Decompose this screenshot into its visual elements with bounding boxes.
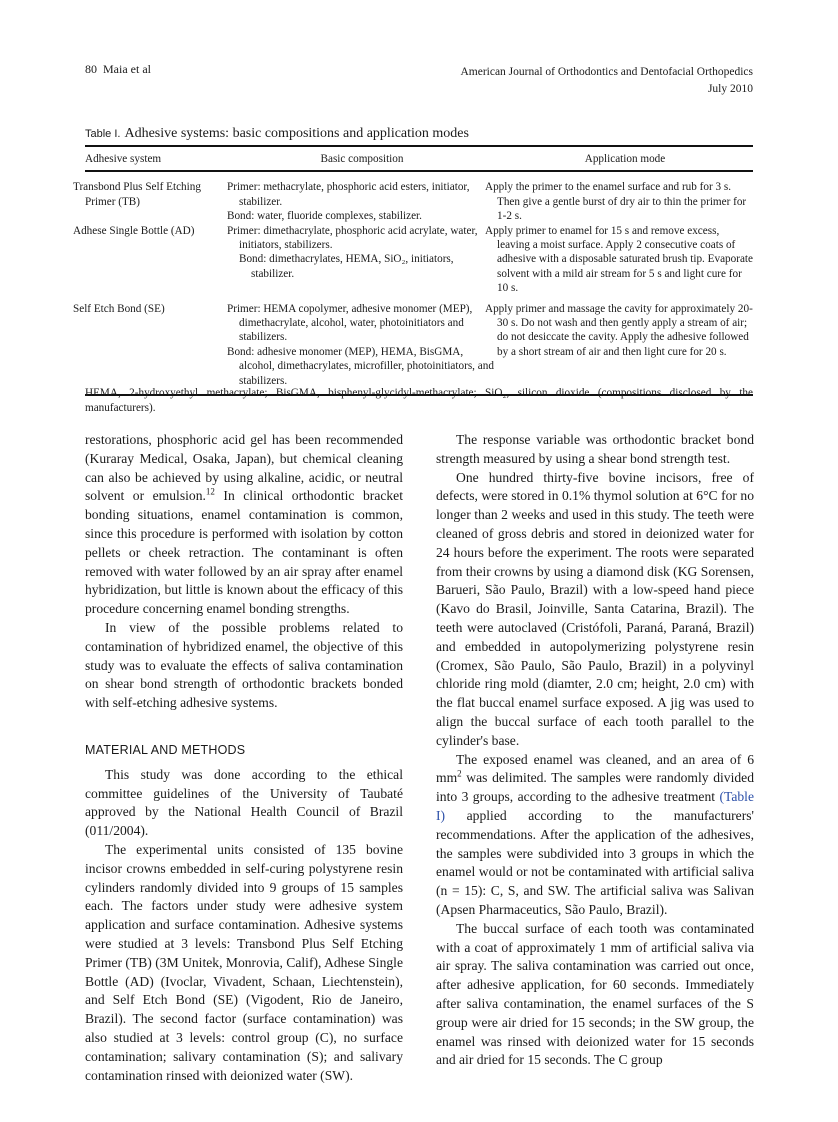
column-header: Basic composition — [227, 146, 497, 171]
text: was delimited. The samples were randomly divided into 3 groups, according to the adhesive treatment — [436, 770, 754, 805]
column-header: Adhesive system — [85, 146, 227, 171]
table-row — [85, 302, 753, 395]
table-caption — [85, 126, 469, 142]
issue-date: July 2010 — [707, 83, 753, 95]
column-header: Application mode — [497, 146, 753, 171]
cell-primer: Primer: dimethacrylate, phosphoric acid acrylate, water, initiators, stabilizers. — [227, 224, 478, 252]
text: applied according to the manufacturers' recommendations. After the application of the adhesives, the samples were subdivided into 3 groups in which the enamel would or not be contaminated with artificial saliva (n = 15): C, S, and SW. The artificial saliva was Salivan (Apsen Pharmaceutics, São Paulo, Brazil). — [436, 807, 754, 917]
cell-mode: Apply primer to enamel for 15 s and remove excess, leaving a moist surface. Apply 2 consecutive coats of adhesive with a disposable saturated brush tip. Evaporate solvent with a mild air stream for 5 s and light cure for 10 s. — [485, 224, 753, 295]
page-number: 80 — [85, 62, 97, 76]
running-header-left — [85, 62, 151, 77]
table-link[interactable]: (Table I) — [436, 789, 754, 823]
cell-mode: Apply the primer to the enamel surface and rub for 3 s. Then give a gentle burst of dry air to thin the primer for 1-2 s. — [485, 181, 747, 223]
paragraph: This study was done according to the ethical committee guidelines of the University of Taubaté approved by the National Health Council of Brazil (011/2004). — [85, 766, 403, 839]
paragraph — [436, 751, 754, 920]
paragraph: The experimental units consisted of 135 bovine incisor crowns embedded in self-curing polystyrene resin cylinders randomly divided into 9 groups of 15 samples each. The factors under study were adhesive system application and surface contamination. Adhesive systems were studied at 3 levels: Transbond Plus Self Etching Primer (TB) (3M Unitek, Monrovia, Calif), Adhese Single Bottle (AD) (Ivoclar, Vivadent, Schaan, Liechtenstein), and Self Etch Bond (SE) (Vigodent, Rio de Janeiro, Brazil). The second factor (surface contamination) was also studied at 3 levels: control group (C), no surface contamination; salivary contamination (S); and salivary contamination rinsed with deionized water (SW). — [85, 841, 403, 1083]
section-heading: MATERIAL AND METHODS — [85, 742, 246, 757]
authors: Maia et al — [103, 62, 151, 76]
paragraph: One hundred thirty-five bovine incisors, free of defects, were stored in 0.1% thymol solution at 6°C for no longer than 2 weeks and used in this study. The teeth were cleaned of gross debris and stored in deionized water for 24 hours before the experiment. The roots were separated from their crowns by using a diamond disk (KG Sorensen, Barueri, São Paulo, Brazil) with a low-speed hand piece (Kavo do Brasil, Joinville, Santa Catarina, Brazil). The teeth were autoclaved (Cristófoli, Paraná, Paraná, Brazil) and embedded in autopolymerizing polystyrene resin (Cromex, São Paulo, São Paulo, Brazil) in a polyvinyl chloride ring mold (diamter, 2.0 cm; height, 2.0 cm) with the flat buccal enamel surface exposed. A jig was used to align the buccal surface of each tooth parallel to the cylinder's base. — [436, 469, 754, 748]
right-column — [436, 431, 754, 1070]
text: In clinical orthodontic bracket bonding situations, enamel contamination is common, since this procedure is performed with isolation by cotton pellets or cheek retraction. The contaminant is often removed with water followed by an air spray after enamel hybridization, but little is known about the efficacy of this procedure concerning enamel bonding strengths. — [85, 488, 403, 617]
cell-system: Transbond Plus Self Etching Primer (TB) — [73, 181, 201, 208]
cell-primer: Primer: HEMA copolymer, adhesive monomer (MEP), dimethacrylate, alcohol, water, photoinitiators and stabilizers. — [227, 302, 473, 344]
table-title: Adhesive systems: basic compositions and application modes — [124, 126, 469, 141]
text: The exposed enamel was cleaned, and an area of 6 mm — [436, 751, 754, 786]
cell-mode: Apply primer and massage the cavity for approximately 20-30 s. Do not wash and then gently apply a stream of air; do not desiccate the cavity. Apply the adhesive followed by a short stream of air and then light cure for 20 s. — [497, 302, 753, 395]
cell-primer: Primer: methacrylate, phosphoric acid esters, initiator, stabilizer. — [227, 181, 470, 208]
superscript: 2 — [457, 768, 462, 779]
paragraph: In view of the possible problems related to contamination of hybridized enamel, the objective of this study was to evaluate the effects of saliva contamination on shear bond strength of orthodontic brackets bonded with self-etching adhesive systems. — [85, 619, 403, 711]
cell-bond: Bond: adhesive monomer (MEP), HEMA, BisGMA, alcohol, dimethacrylates, microfiller, photoinitiators, and stabilizers. — [227, 345, 494, 387]
left-column — [85, 431, 403, 1085]
table-row — [85, 224, 753, 302]
cell-system: Adhese Single Bottle (AD) — [73, 224, 195, 237]
running-header-right — [460, 64, 753, 98]
reference-link[interactable]: 12 — [205, 486, 215, 497]
table-label: Table I. — [85, 128, 121, 140]
paragraph: The response variable was orthodontic bracket bond strength measured by using a shear bond strength test. — [436, 432, 754, 466]
journal-name: American Journal of Orthodontics and Dentofacial Orthopedics — [460, 66, 753, 78]
paragraph: The buccal surface of each tooth was contaminated with a coat of approximately 1 mm of artificial saliva via air spray. The saliva contamination was carried out once, after adhesive application, for 60 seconds. Immediately after saliva contamination, the enamel surfaces of the S group were air dried for 15 seconds; in the SW group, the enamel was rinsed with deionized water for 15 seconds and air dried for 15 seconds. The C group — [436, 920, 754, 1068]
cell-bond: Bond: dimethacrylates, HEMA, SiO₂, initiators, stabilizer. — [239, 253, 454, 280]
cell-system: Self Etch Bond (SE) — [85, 302, 227, 395]
text: restorations, phosphoric acid gel has been recommended (Kuraray Medical, Osaka, Japan), but chemical cleaning can also be achieved by using alkaline, acidic, or neutral solvent or emulsion. — [85, 432, 403, 504]
table-footnote: HEMA, 2-hydroxyethyl methacrylate; BisGMA, bisphenyl-glycidyl-methacrylate; SiO₂, silicon dioxide (compositions disclosed by the manufacturers). — [85, 387, 753, 414]
paragraph — [85, 431, 403, 619]
table-row — [85, 171, 753, 223]
adhesive-systems-table — [73, 145, 753, 396]
cell-bond: Bond: water, fluoride complexes, stabilizer. — [227, 210, 422, 223]
